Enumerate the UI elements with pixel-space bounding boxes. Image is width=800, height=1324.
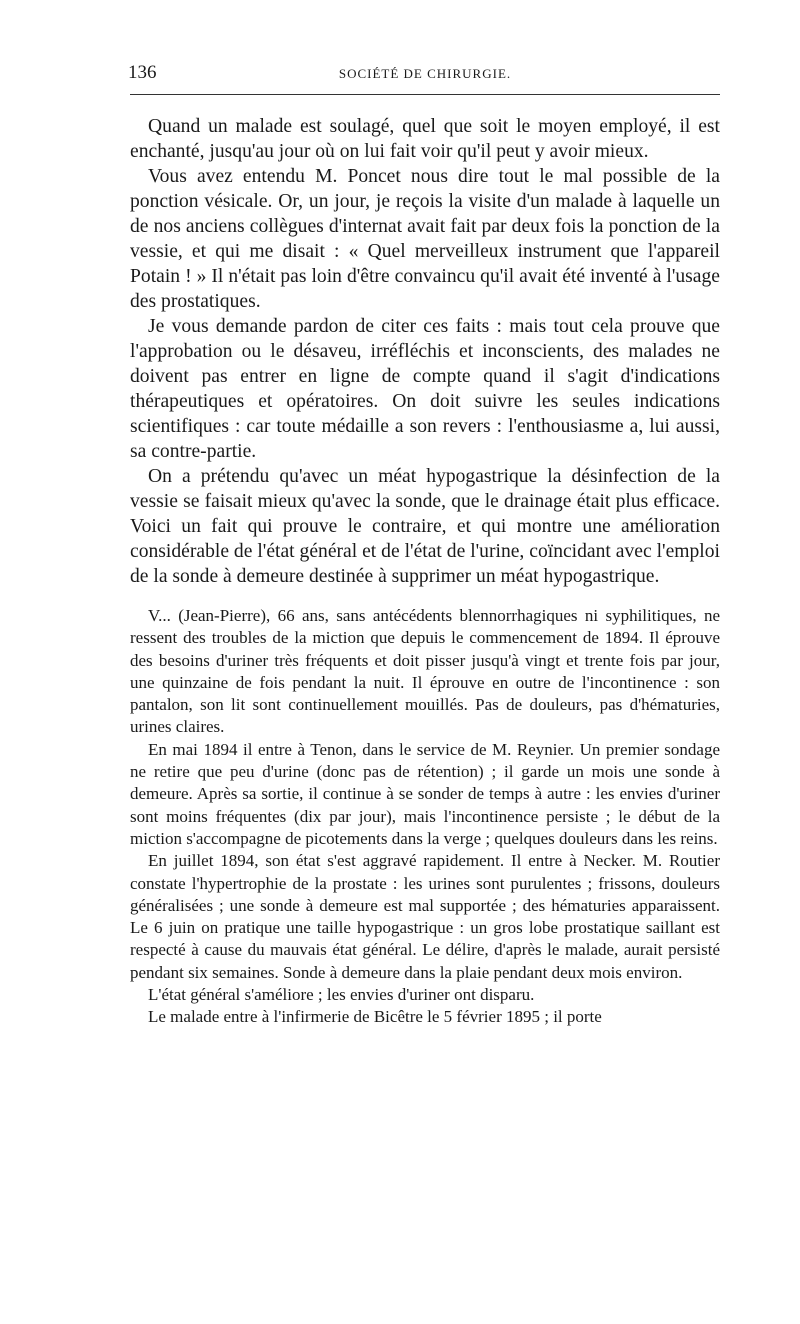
case-report <box>130 605 720 1029</box>
paragraph-ponction: Vous avez entendu M. Poncet nous dire tout le mal possible de la ponction vésicale. Or, un jour, je reçois la visite d'un malade à laquelle un de nos anciens collègues d'internat avait fait par deux fois la ponction de la vessie, et qui me disait : « Quel merveilleux instrument que l'appareil Potain ! » Il n'était pas loin d'être convaincu qu'il avait été inventé à l'usage des prostatiques. <box>130 166 720 312</box>
page-number: 136 <box>128 62 157 83</box>
case-paragraph-tenon: En mai 1894 il entre à Tenon, dans le service de M. Reynier. Un premier sondage ne retire que peu d'urine (donc pas de rétention) ; il garde un mois une sonde à demeure. Après sa sortie, il continue à se sonder de temps à autre : les envies d'uriner sont moins fréquentes (dix par jour), mais l'incontinence persiste ; le début de la miction s'accompagne de picotements dans la verge ; quelques douleurs dans les reins. <box>130 739 720 848</box>
case-paragraph-bicetre: Le malade entre à l'infirmerie de Bicêtre le 5 février 1895 ; il porte <box>148 1007 602 1027</box>
running-head: SOCIÉTÉ DE CHIRURGIE. <box>338 66 512 81</box>
paragraph-approbation: Je vous demande pardon de citer ces faits : mais tout cela prouve que l'approbation ou le désaveu, irréfléchis et inconscients, des malades ne doivent pas entrer en ligne de compte quand il s'agit d'indications thérapeutiques et opératoires. On doit suivre les seules indications scientifiques : car toute médaille a son revers : l'enthousiasme a, lui aussi, sa contre-partie. <box>130 316 720 462</box>
paragraph-soulage: Quand un malade est soulagé, quel que soit le moyen employé, il est enchanté, jusqu'au jour où on lui fait voir qu'il peut y avoir mieux. <box>130 116 720 162</box>
section-spacer <box>130 589 720 605</box>
main-text <box>130 114 720 589</box>
paragraph-meat-hypogastrique: On a prétendu qu'avec un méat hypogastrique la désinfection de la vessie se faisait mieux qu'avec la sonde, que le drainage était plus efficace. Voici un fait qui prouve le contraire, et qui montre une amélioration considérable de l'état général et de l'état de l'urine, coïncidant avec l'emploi de la sonde à demeure destinée à supprimer un méat hypogastrique. <box>130 466 720 587</box>
case-paragraph-patient: V... (Jean-Pierre), 66 ans, sans antécédents blennorrhagiques ni syphilitiques, ne ressent des troubles de la miction que depuis le commencement de 1894. Il éprouve des besoins d'uriner très fréquents et doit pisser jusqu'à vingt et trente fois par jour, une quinzaine de fois pendant la nuit. Il éprouve en outre de l'incontinence : son pantalon, son lit sont continuellement mouillés. Pas de douleurs, pas d'hématuries, urines claires. <box>130 606 720 737</box>
book-page <box>130 58 720 1029</box>
case-paragraph-amelioration: L'état général s'améliore ; les envies d'uriner ont disparu. <box>148 985 535 1005</box>
page-header <box>130 58 720 88</box>
case-paragraph-necker: En juillet 1894, son état s'est aggravé rapidement. Il entre à Necker. M. Routier constate l'hypertrophie de la prostate : les urines sont purulentes ; frissons, douleurs généralisées ; une sonde à demeure est mal supportée ; des hématuries apparaissent. Le 6 juin on pratique une taille hypogastrique : un gros lobe prostatique saillant est respecté à cause du mauvais état général. Le délire, d'après le malade, aurait persisté pendant six semaines. Sonde à demeure dans la plaie pendant deux mois environ. <box>130 851 720 982</box>
header-rule <box>130 94 720 95</box>
